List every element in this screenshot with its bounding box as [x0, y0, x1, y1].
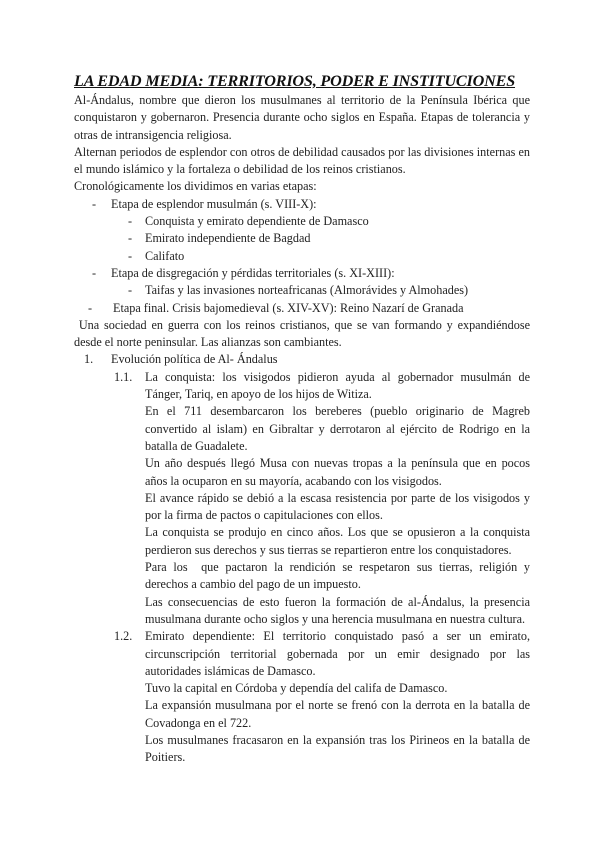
intro-paragraph: Cronológicamente los dividimos en varias etapas:	[74, 179, 317, 194]
subsection-paragraph: La conquista se produjo en cinco años. Los que se opusieron a la conquista perdieron sus derechos y sus tierras se repartieron entre los conquistadores.	[145, 525, 530, 557]
list-item	[74, 300, 530, 317]
stage-item: Taifas y las invasiones norteafricanas (Almorávides y Almohades)	[145, 283, 469, 298]
list-item	[74, 265, 530, 282]
society-paragraph: Una sociedad en guerra con los reinos cristianos, que se van formando y expandiéndose desde el norte peninsular. Las alianzas son cambiantes.	[74, 317, 534, 350]
document-page	[74, 71, 534, 767]
subsection	[74, 628, 530, 766]
list-item	[74, 248, 530, 265]
stage-label: Etapa de disgregación y pérdidas territoriales (s. XI-XIII):	[111, 265, 395, 280]
dash-bullet: -	[88, 300, 93, 315]
subsection-paragraph: La expansión musulmana por el norte se frenó con la derrota en la batalla de Covadonga en el 722.	[145, 698, 530, 730]
dash-bullet: -	[128, 248, 133, 263]
subsection-paragraph: Tuvo la capital en Córdoba y dependía del califa de Damasco.	[145, 681, 448, 696]
stage-item: Califato	[145, 248, 185, 263]
subsection-paragraph: El avance rápido se debió a la escasa resistencia por parte de los visigodos y por la firma de pactos o capitulaciones con ellos.	[145, 490, 530, 523]
intro-paragraph: Al-Ándalus, nombre que dieron los musulmanes al territorio de la Península Ibérica que conquistaron y gobernaron. Presencia durante ocho siglos en España. Etapas de tolerancia y otras de intransigencia religiosa.	[74, 93, 530, 142]
intro-paragraph: Alternan periodos de esplendor con otros de debilidad causados por las divisiones internas en el mundo islámico y la fortaleza o debilidad de los reinos cristianos.	[74, 144, 530, 177]
subsection-paragraph: En el 711 desembarcaron los bereberes (pueblo originario de Magreb convertido al islam) en Gibraltar y derrotaron al ejército de Rodrigo en la batalla de Guadalete.	[145, 404, 530, 453]
subsection-paragraph: Un año después llegó Musa con nuevas tropas a la península que en pocos años la ocuparon en su mayoría, acabando con los visigodos.	[145, 456, 530, 488]
list-item	[74, 230, 530, 247]
list-item	[74, 196, 530, 213]
stage-item: Emirato independiente de Bagdad	[145, 231, 311, 246]
page-title: LA EDAD MEDIA: TERRITORIOS, PODER E INSTITUCIONES	[74, 72, 516, 90]
dash-bullet: -	[128, 214, 133, 229]
subsection-paragraph: La conquista: los visigodos pidieron ayuda al gobernador musulmán de Tánger, Tariq, en apoyo de los hijos de Witiza.	[145, 369, 530, 402]
dash-bullet: -	[128, 231, 133, 246]
stage-item: Conquista y emirato dependiente de Damasco	[145, 214, 369, 229]
list-item	[74, 282, 530, 299]
section-title: Evolución política de Al- Ándalus	[111, 352, 278, 367]
subsection-number: 1.1.	[114, 369, 133, 384]
subsection-paragraph: Emirato dependiente: El territorio conquistado pasó a ser un emirato, circunscripción territorial gobernada por un emir designado por las autoridades islámicas de Damasco.	[145, 629, 530, 678]
dash-bullet: -	[128, 283, 133, 298]
dash-bullet: -	[92, 196, 97, 211]
subsection	[74, 369, 534, 628]
stage-label: Etapa final. Crisis bajomedieval (s. XIV-XV): Reino Nazarí de Granada	[113, 300, 464, 315]
list-item	[74, 213, 530, 230]
subsection-paragraph: Las consecuencias de esto fueron la formación de al-Ándalus, la presencia musulmana durante ocho siglos y una herencia musulmana en nuestra cultura.	[145, 594, 530, 626]
subsection-number: 1.2.	[114, 629, 133, 644]
stage-label: Etapa de esplendor musulmán (s. VIII-X):	[111, 196, 317, 211]
subsection-paragraph: Los musulmanes fracasaron en la expansión tras los Pirineos en la batalla de Poitiers.	[145, 732, 530, 765]
dash-bullet: -	[92, 265, 97, 280]
section-heading	[74, 351, 530, 368]
subsection-paragraph: Para los que pactaron la rendición se respetaron sus tierras, religión y derechos a cambio del pago de un impuesto.	[145, 560, 534, 592]
section-number: 1.	[84, 352, 94, 367]
